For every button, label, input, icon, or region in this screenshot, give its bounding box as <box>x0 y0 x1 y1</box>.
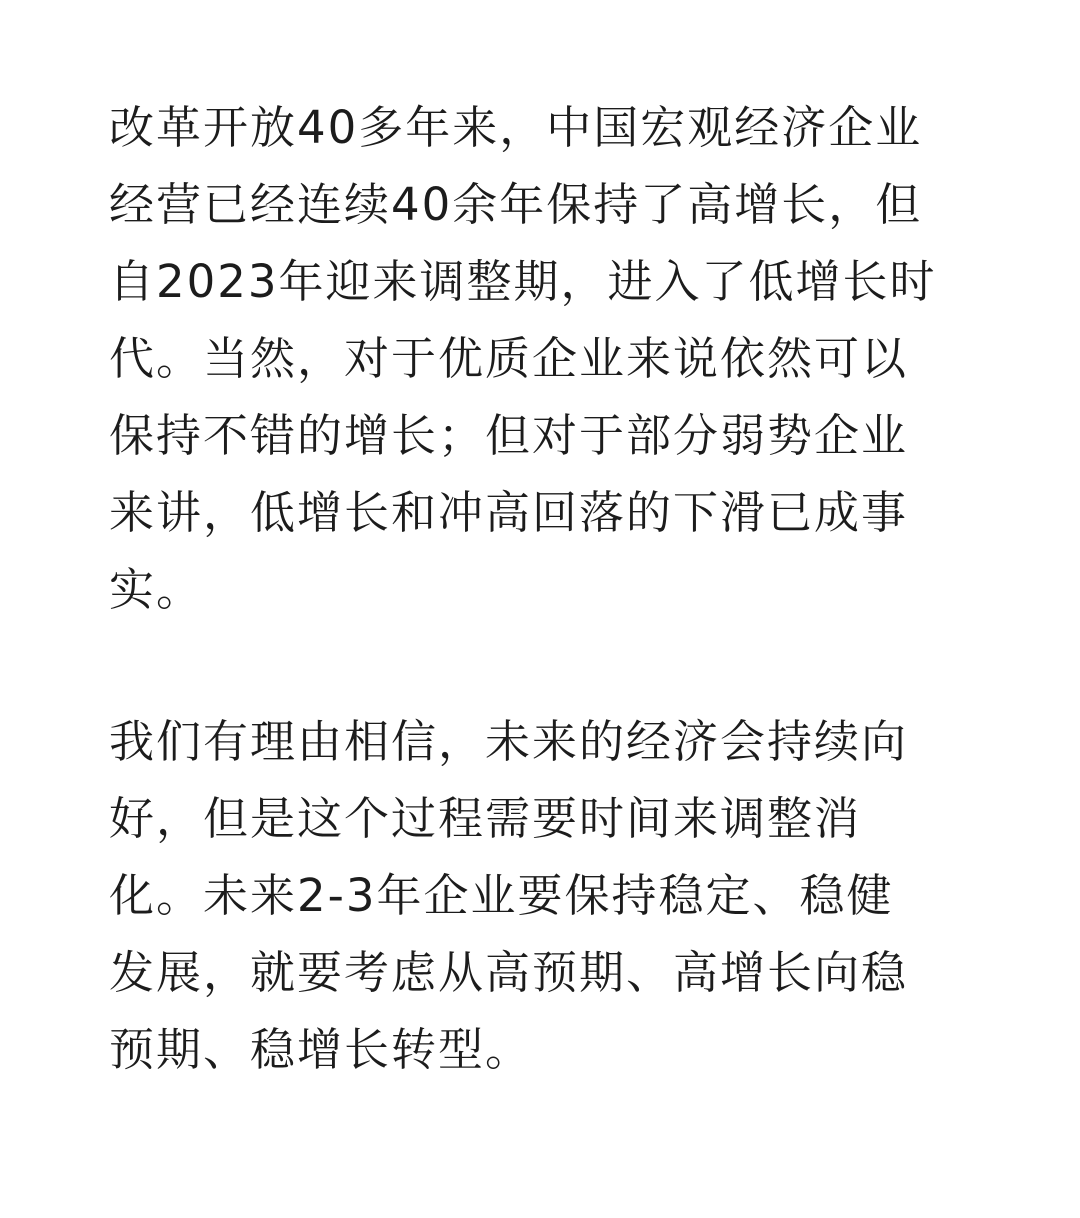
paragraph-line: 自2023年迎来调整期，进入了低增长时 <box>109 255 937 308</box>
article-body <box>109 89 975 1088</box>
paragraph-2 <box>109 703 975 1088</box>
paragraph-line: 保持不错的增长；但对于部分弱势企业 <box>109 409 909 462</box>
paragraph-line: 好，但是这个过程需要时间来调整消 <box>109 792 862 845</box>
paragraph-line: 预期、稳增长转型。 <box>109 1023 533 1076</box>
paragraph-line: 来讲，低增长和冲高回落的下滑已成事 <box>109 486 909 539</box>
paragraph-line: 经营已经连续40余年保持了高增长，但 <box>109 178 923 231</box>
paragraph-1 <box>109 89 975 628</box>
paragraph-line: 化。未来2-3年企业要保持稳定、稳健 <box>109 869 894 922</box>
paragraph-line: 改革开放40多年来，中国宏观经济企业 <box>109 101 923 154</box>
paragraph-line: 发展，就要考虑从高预期、高增长向稳 <box>109 946 909 999</box>
paragraph-line: 实。 <box>109 563 204 616</box>
paragraph-line: 我们有理由相信，未来的经济会持续向 <box>109 715 909 768</box>
paragraph-line: 代。当然，对于优质企业来说依然可以 <box>109 332 909 385</box>
